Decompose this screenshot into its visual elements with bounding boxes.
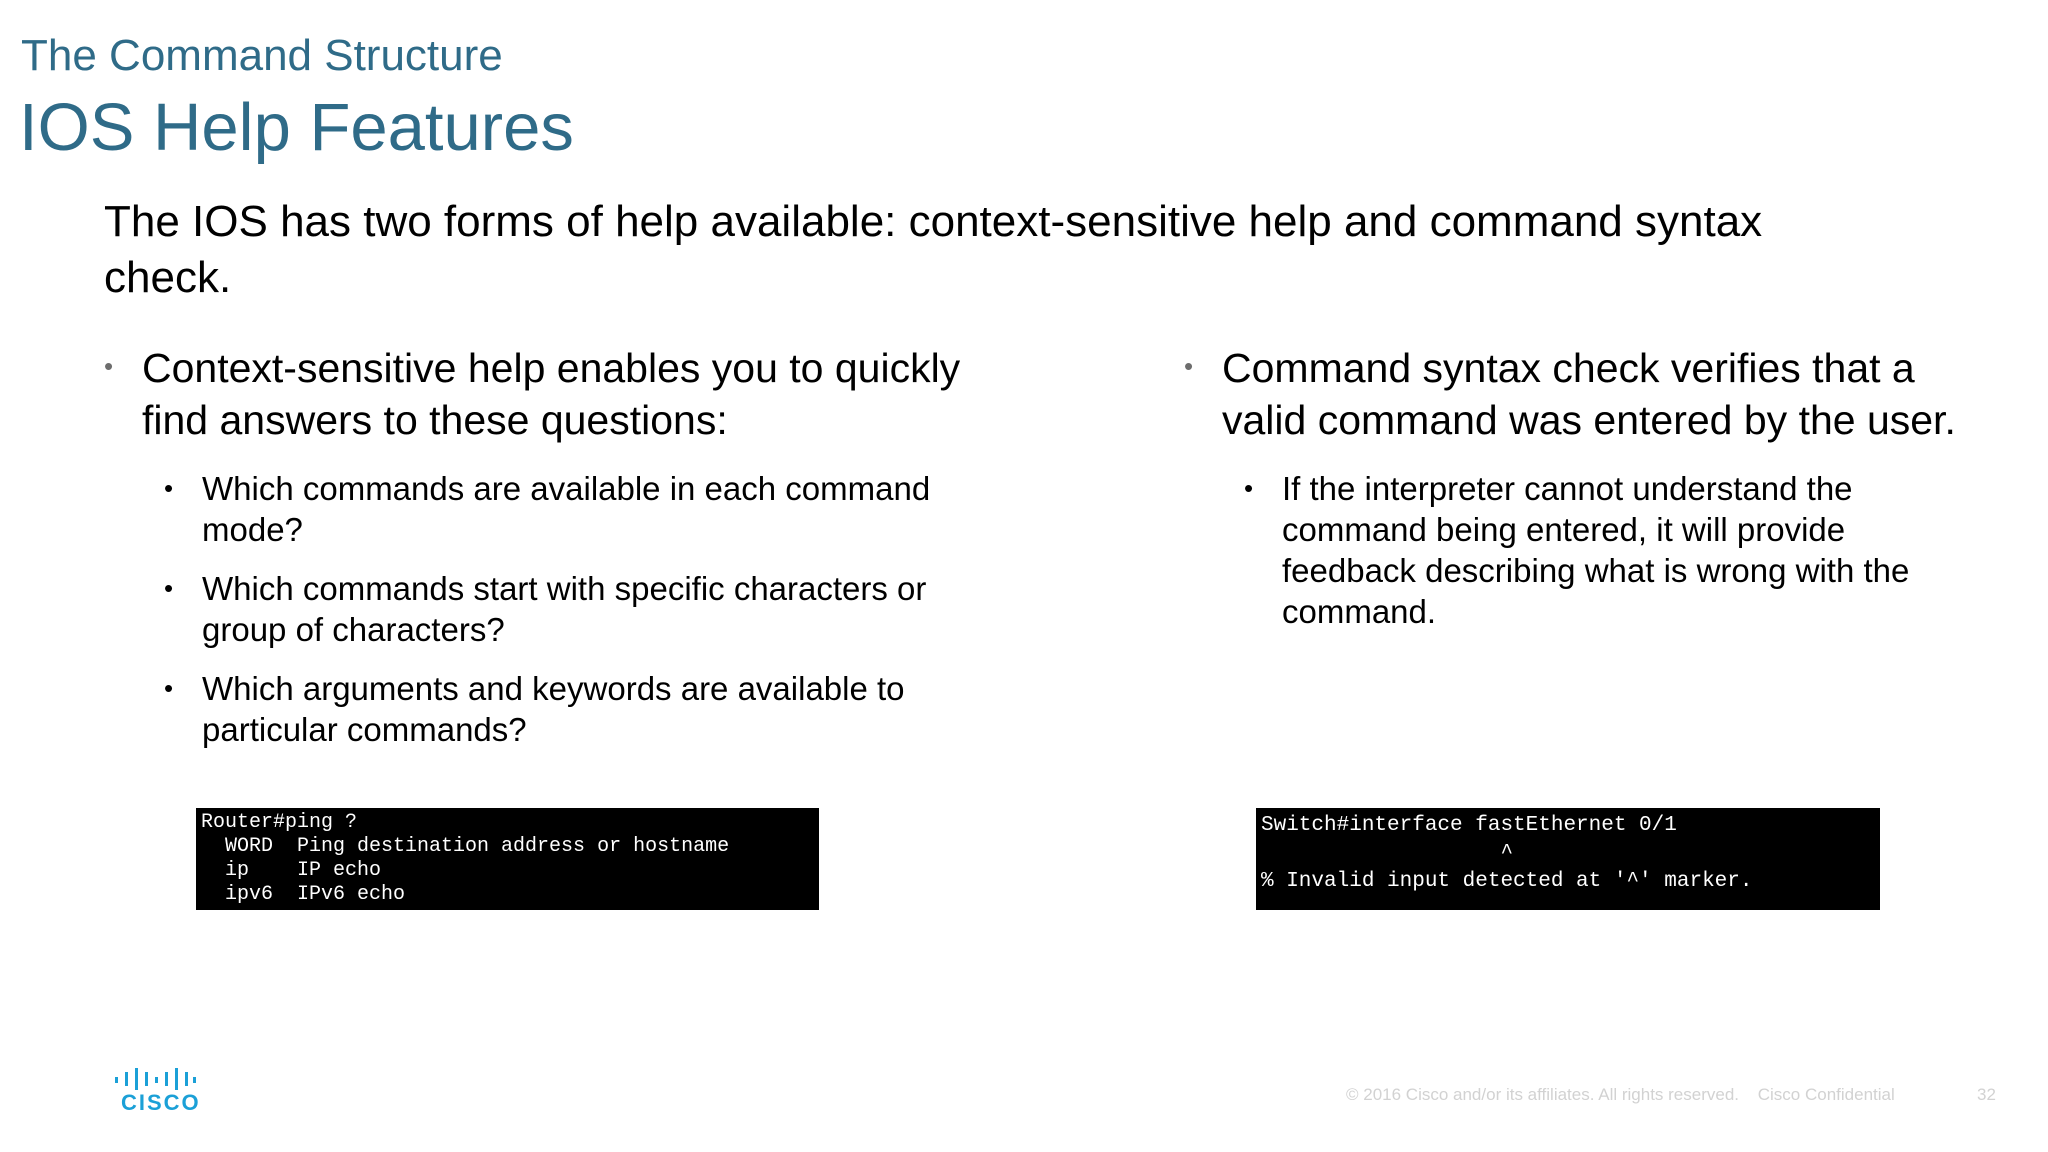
sub-bullet-text: Which commands are available in each command mode?: [202, 470, 931, 548]
sub-bullet: [164, 668, 984, 750]
copyright-text: © 2016 Cisco and/or its affiliates. All rights reserved.: [1346, 1085, 1740, 1104]
bullet-syntax-check: [1184, 342, 1964, 446]
sub-bullet-text: If the interpreter cannot understand the command being entered, it will provide feedback describing what is wrong with the command.: [1282, 470, 1910, 630]
cisco-logo: [113, 1068, 201, 1116]
confidential-label: Cisco Confidential: [1757, 1085, 1895, 1104]
left-column: [104, 342, 984, 768]
terminal-line: Router#ping ?: [201, 811, 358, 834]
terminal-line: Switch#interface fastEthernet 0/1: [1261, 814, 1677, 837]
bullet-dot: •: [1244, 473, 1254, 503]
right-column: [1184, 342, 1964, 650]
sub-bullet-text: Which arguments and keywords are available to particular commands?: [202, 670, 905, 748]
cisco-logo-text: CISCO: [121, 1090, 201, 1115]
footer: [1346, 1085, 1909, 1105]
section-subtitle: The Command Structure: [21, 31, 503, 80]
cisco-bars-icon: [113, 1068, 197, 1090]
bullet-dot: •: [164, 573, 174, 603]
sub-bullet-list: [164, 468, 984, 750]
bullet-text: Command syntax check verifies that a valid command was entered by the user.: [1222, 345, 1956, 443]
sub-bullet: [164, 468, 984, 550]
sub-bullet-list: [1244, 468, 1964, 632]
bullet-context-help: [104, 342, 984, 446]
page-number: 32: [1977, 1085, 1996, 1104]
terminal-line: ipv6 IPv6 echo: [201, 883, 406, 906]
bullet-dot: •: [164, 673, 174, 703]
terminal-line: WORD Ping destination address or hostname: [201, 835, 730, 858]
slide-title: IOS Help Features: [19, 90, 574, 165]
terminal-output-ping: [196, 808, 819, 910]
sub-bullet: [1244, 468, 1964, 632]
terminal-line: ip IP echo: [201, 859, 382, 882]
bullet-dot: •: [1184, 351, 1194, 381]
bullet-dot: •: [164, 473, 174, 503]
terminal-line: ^: [1261, 842, 1514, 865]
bullet-text: Context-sensitive help enables you to quickly find answers to these questions:: [142, 345, 961, 443]
intro-text: The IOS has two forms of help available: context-sensitive help and command syntax check.: [104, 197, 1763, 302]
terminal-line: % Invalid input detected at '^' marker.: [1261, 870, 1753, 893]
bullet-dot: •: [104, 351, 114, 381]
sub-bullet-text: Which commands start with specific characters or group of characters?: [202, 570, 927, 648]
terminal-output-syntax-error: [1256, 808, 1880, 910]
sub-bullet: [164, 568, 984, 650]
